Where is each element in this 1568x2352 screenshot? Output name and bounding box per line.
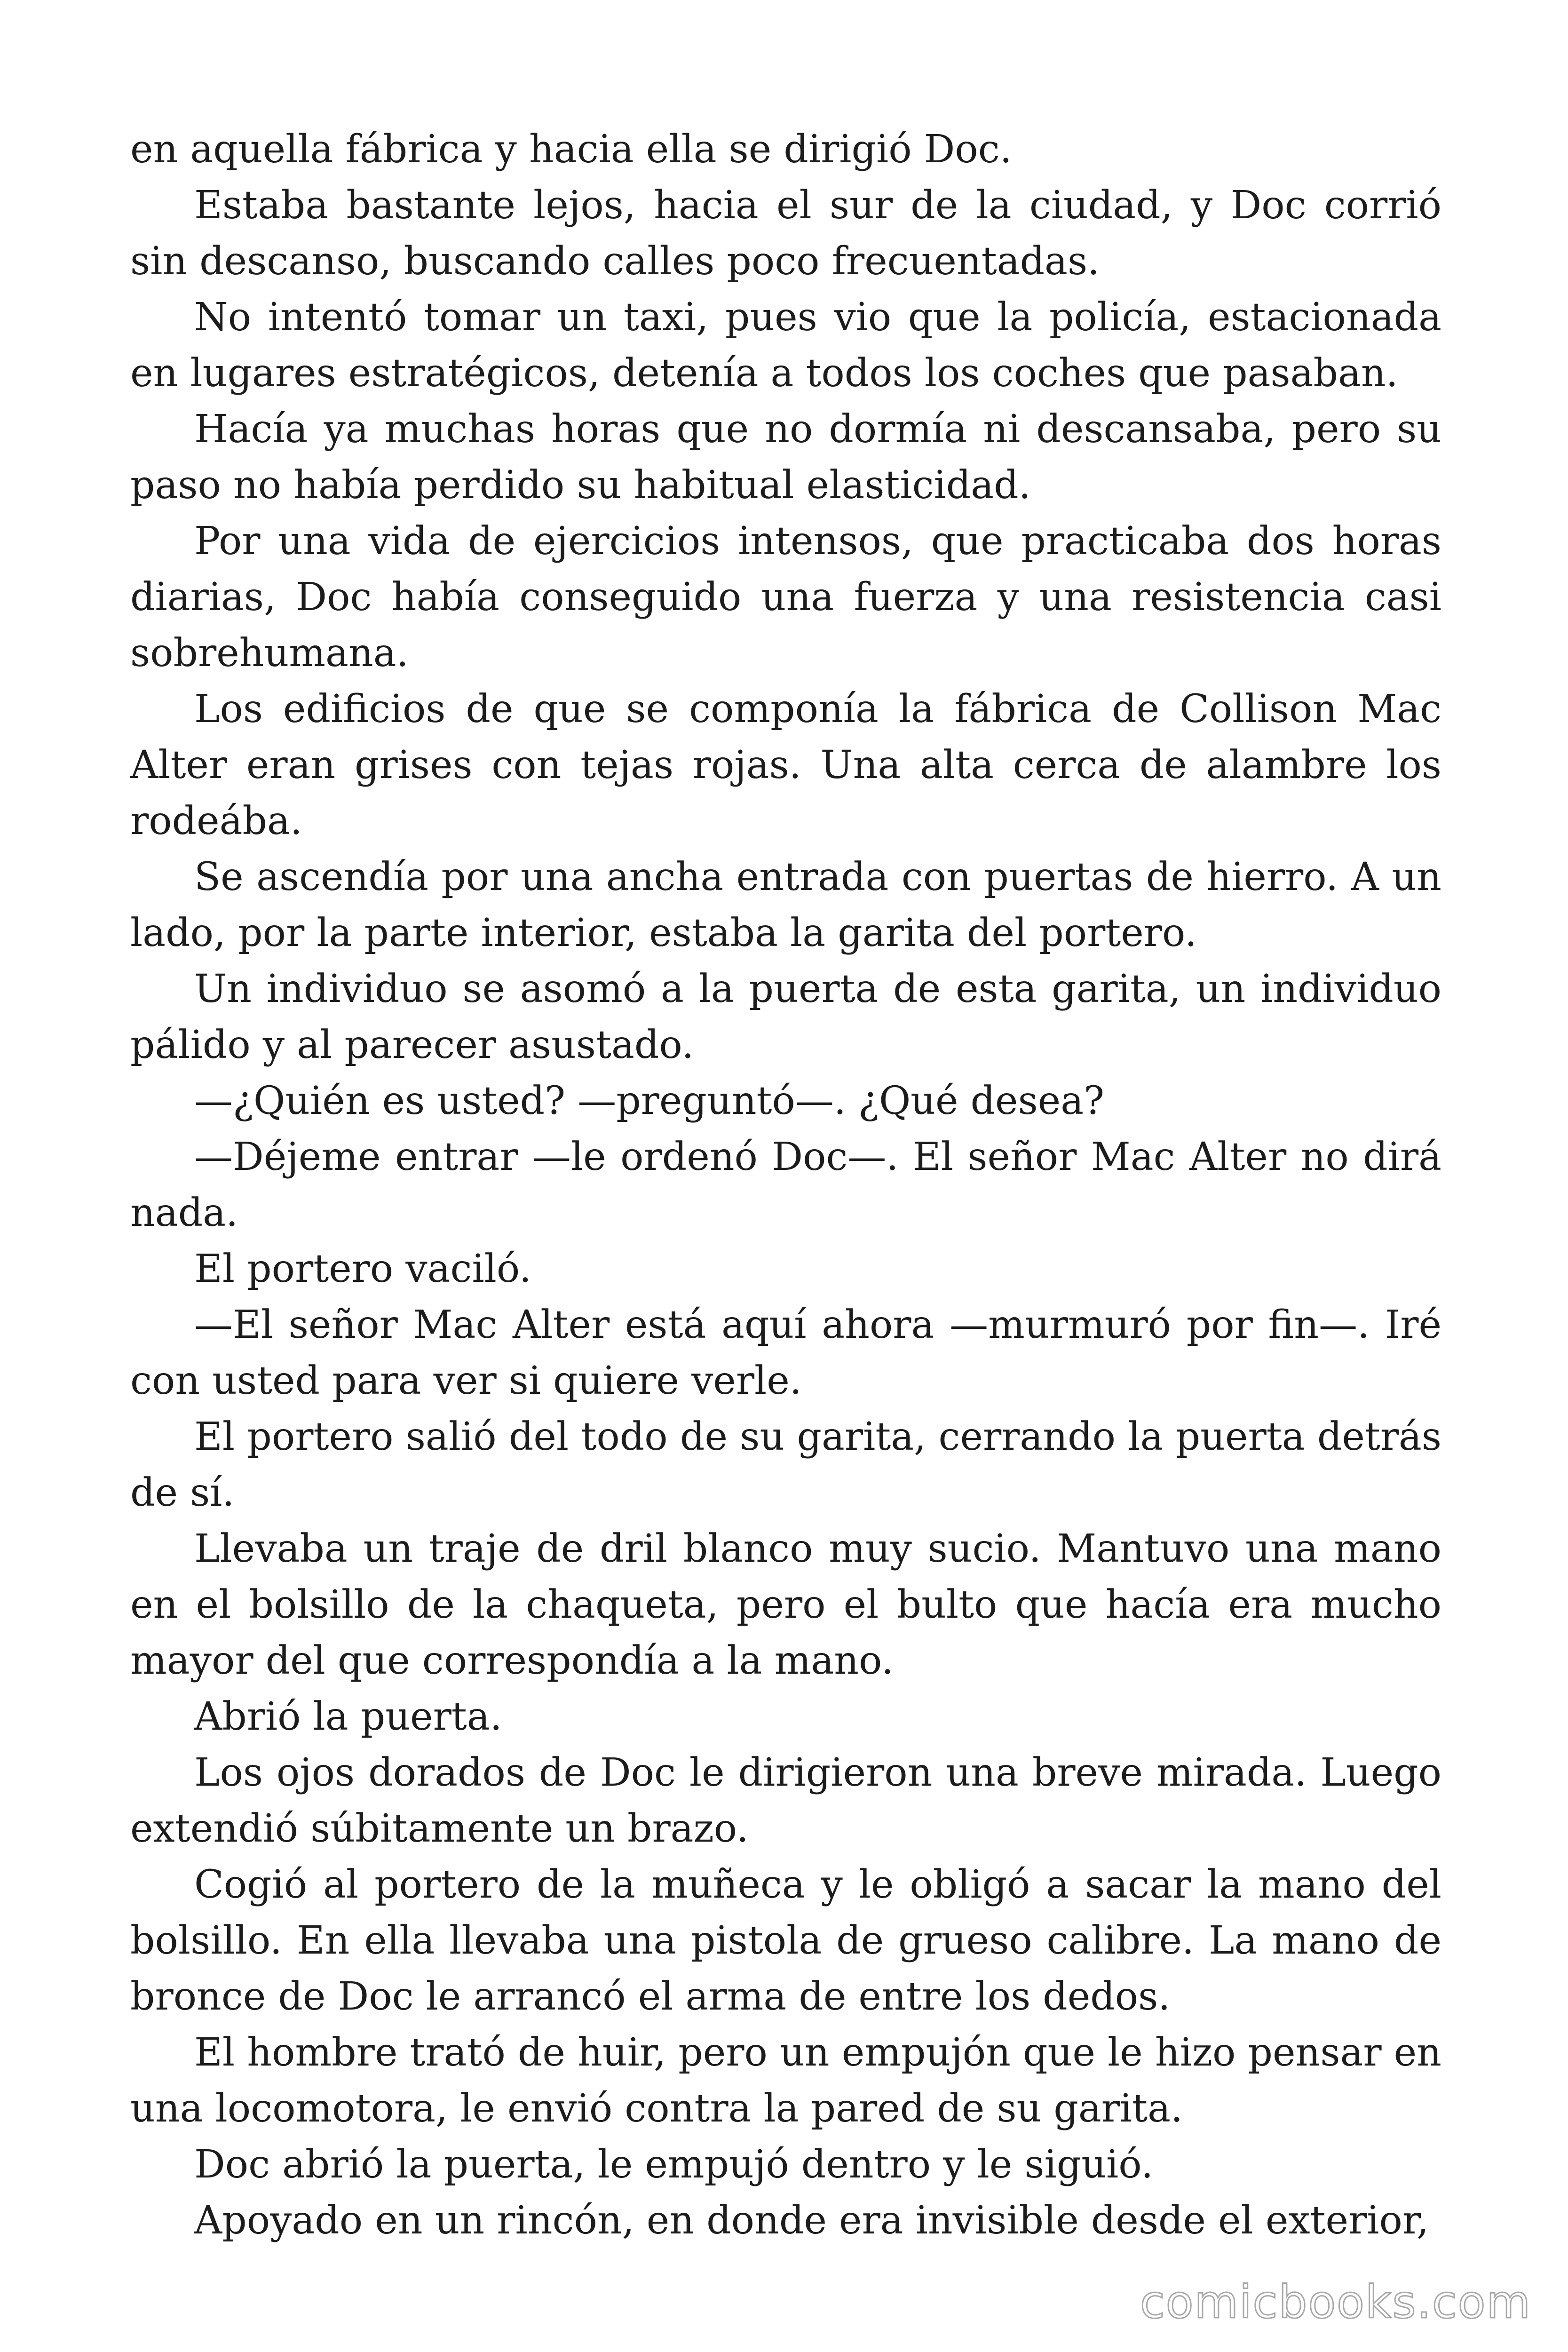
page-text: [130, 121, 1441, 2249]
dialogue-line: —Déjeme entrar —le ordenó Doc—. El señor Mac Alter no dirá nada.: [130, 1135, 1441, 1235]
paragraph: El portero vaciló.: [194, 1247, 531, 1291]
dialogue-line: —¿Quién es usted? —preguntó—. ¿Qué desea?: [194, 1079, 1105, 1123]
paragraph: Doc abrió la puerta, le empujó dentro y le siguió.: [194, 2142, 1154, 2187]
paragraph: Los ojos dorados de Doc le dirigieron una breve mirada. Luego extendió súbitamente un brazo.: [130, 1750, 1441, 1851]
watermark-logo: comicbooks.com: [1140, 2276, 1531, 2328]
paragraph: Por una vida de ejercicios intensos, que practicaba dos horas diarias, Doc había conseguido una fuerza y una resistencia casi sobrehumana.: [130, 519, 1441, 675]
paragraph: Cogió al portero de la muñeca y le obligó a sacar la mano del bolsillo. En ella llevaba una pistola de grueso calibre. La mano de bronce de Doc le arrancó el arma de entre los dedos.: [130, 1862, 1441, 2019]
paragraph: Los edificios de que se componía la fábrica de Collison Mac Alter eran grises con tejas rojas. Una alta cerca de alambre los rodeába.: [130, 687, 1441, 843]
paragraph: Hacía ya muchas horas que no dormía ni descansaba, pero su paso no había perdido su habitual elasticidad.: [130, 407, 1441, 508]
paragraph: Apoyado en un rincón, en donde era invisible desde el exterior,: [194, 2198, 1429, 2243]
paragraph: Abrió la puerta.: [194, 1694, 502, 1739]
paragraph: Un individuo se asomó a la puerta de esta garita, un individuo pálido y al parecer asustado.: [130, 967, 1441, 1067]
dialogue-line: —El señor Mac Alter está aquí ahora —murmuró por fin—. Iré con usted para ver si quiere verle.: [130, 1303, 1441, 1403]
paragraph: Estaba bastante lejos, hacia el sur de la ciudad, y Doc corrió sin descanso, buscando calles poco frecuentadas.: [130, 183, 1441, 284]
paragraph: El hombre trató de huir, pero un empujón que le hizo pensar en una locomotora, le envió contra la pared de su garita.: [130, 2030, 1441, 2131]
paragraph: Se ascendía por una ancha entrada con puertas de hierro. A un lado, por la parte interior, estaba la garita del portero.: [130, 855, 1441, 955]
paragraph: El portero salió del todo de su garita, cerrando la puerta detrás de sí.: [130, 1414, 1441, 1515]
paragraph: Llevaba un traje de dril blanco muy sucio. Mantuvo una mano en el bolsillo de la chaqueta, pero el bulto que hacía era mucho mayor del que correspondía a la mano.: [130, 1526, 1441, 1683]
paragraph: No intentó tomar un taxi, pues vio que la policía, estacionada en lugares estratégicos, detenía a todos los coches que pasaban.: [130, 295, 1441, 396]
paragraph: en aquella fábrica y hacia ella se dirigió Doc.: [130, 127, 1012, 172]
